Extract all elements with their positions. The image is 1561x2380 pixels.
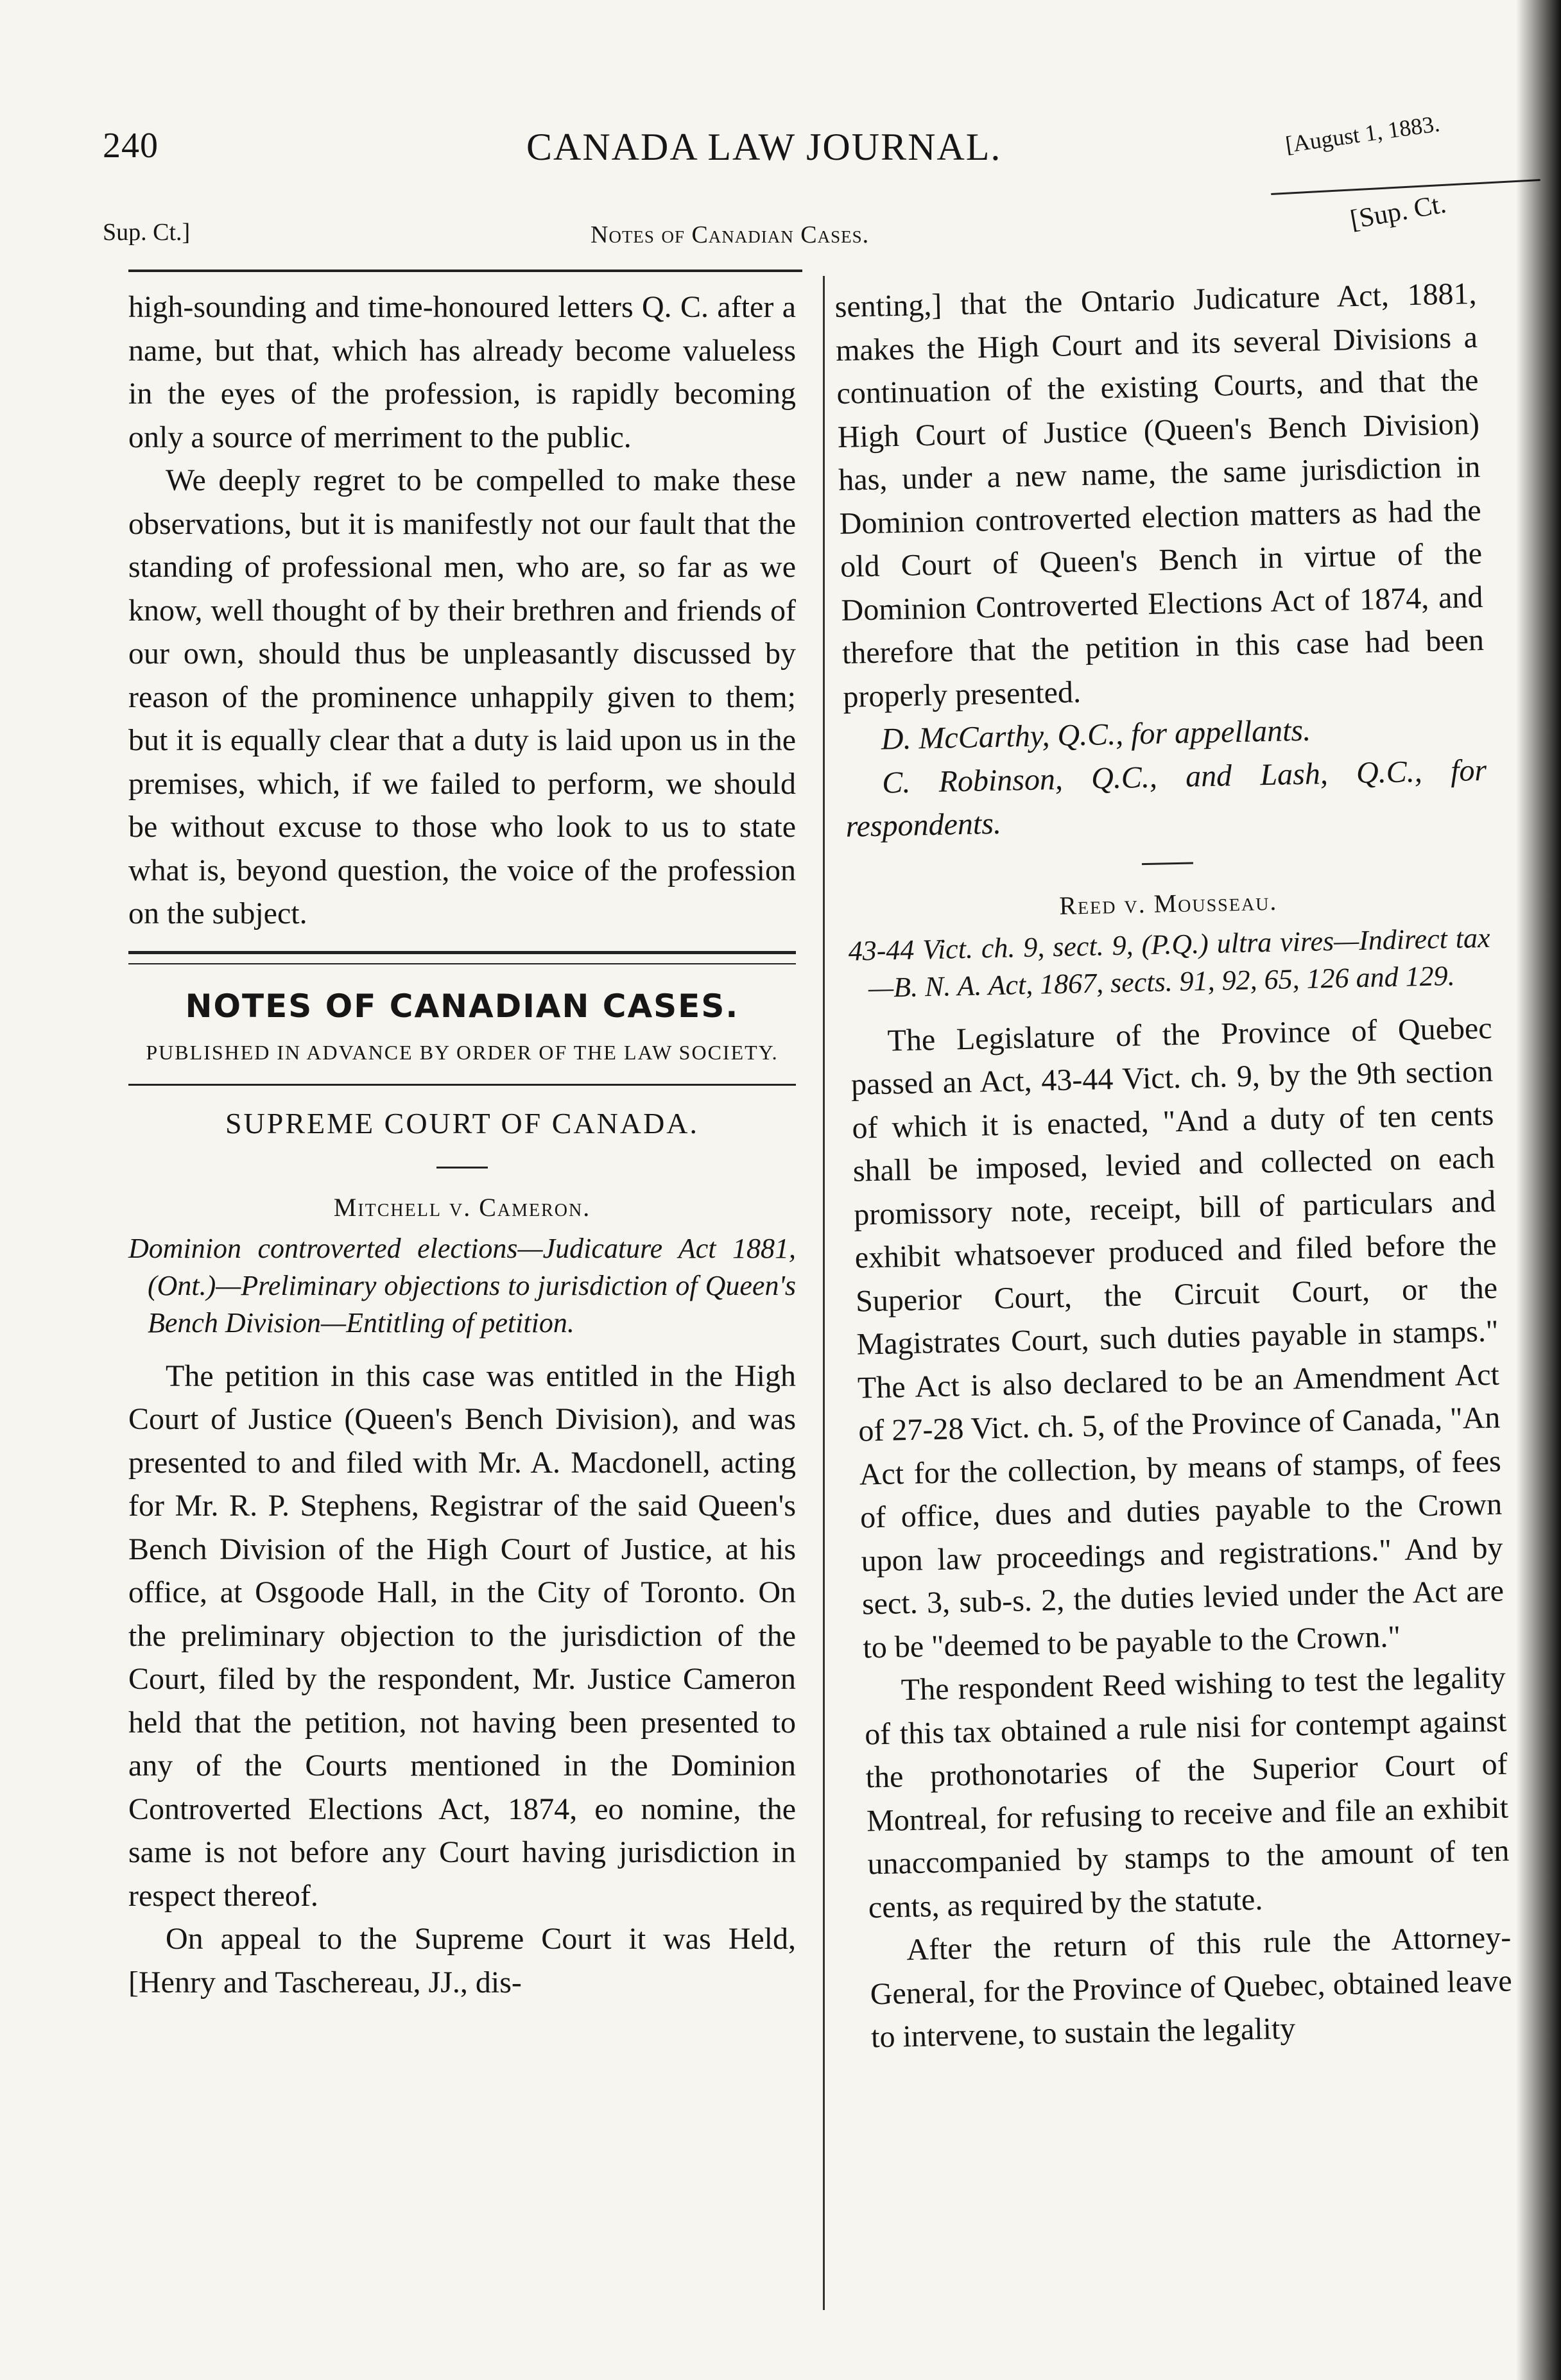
case-title-mitchell: Mitchell v. Cameron.	[333, 1192, 591, 1222]
column-divider	[823, 276, 825, 2310]
court-title: SUPREME COURT OF CANADA.	[225, 1106, 700, 1140]
journal-title: CANADA LAW JOURNAL.	[526, 126, 1002, 168]
right-paragraph-2: The Legislature of the Province of Quebec passed an Act, 43-44 Vict. ch. 9, by the 9th section of which it is enacted, "And a duty of ten cents shall be imposed, levied and collected on each promissory note, receipt, bill of particulars and exhibit whatsoever produced and filed before the Superior Court, the Circuit Court, or the Magistrates Court, such duties payable in stamps." The Act is also declared to be an Amendment Act of 27-28 Vict. ch. 5, of the Province of Canada, "An Act for the collection, by means of stamps, of fees of office, dues and duties payable to the Crown upon law proceedings and registrations." And by sect. 3, sub-s. 2, the duties levied under the Act are to be "deemed to be payable to the Crown."	[850, 1011, 1505, 1665]
running-head	[103, 110, 1496, 196]
page-number: 240	[103, 126, 159, 166]
right-paragraph-1: senting,] that the Ontario Judicature Act, 1881, makes the High Court and its several Divisions a continuation of the existing Courts, and that the High Court of Justice (Queen's Bench Division) has, under a new name, the same jurisdiction in Dominion controverted election matters as had the old Court of Queen's Bench in virtue of the Dominion Controverted Elections Act of 1874, and therefore that the petition in this case had been properly presented.	[834, 277, 1485, 714]
counsel-respondents: C. Robinson, Q.C., and Lash, Q.C., for respondents.	[845, 753, 1487, 844]
left-paragraph-1: high-sounding and time-honoured letters Q. C. after a name, but that, which has already become valueless in the eyes of the profession, is rapidly becoming only a source of merriment to the public.	[128, 290, 796, 454]
short-rule	[436, 1167, 488, 1169]
right-column	[834, 272, 1514, 2059]
section-rule	[128, 1084, 796, 1086]
court-label-left: Sup. Ct.]	[103, 219, 191, 246]
left-paragraph-2: We deeply regret to be compelled to make these observations, but it is manifestly not our fault that the standing of professional men, who are, so far as we know, well thought of by their brethren and friends of our own, should thus be unpleasantly discussed by reason of the prominence unhappily given to them; but it is equally clear that a duty is laid upon us in the premises, which, if we failed to perform, we should be without excuse to those who look to us to state what is, beyond question, the voice of the profession on the subject.	[128, 463, 796, 930]
short-rule-right	[1142, 862, 1193, 865]
left-paragraph-3: The petition in this case was entitled in the High Court of Justice (Queen's Bench Division), and was presented to and filed with Mr. A. Macdonell, acting for Mr. R. P. Stephens, Registrar of the said Queen's Bench Division of the High Court of Justice, at his office, at Osgoode Hall, in the City of Toronto. On the preliminary objection to the jurisdiction of the Court, filed by the respondent, Mr. Justice Cameron held that the petition, not having been presented to any of the Courts mentioned in the Dominion Controverted Elections Act, 1874, eo nomine, the same is not before any Court having jurisdiction in respect thereof.	[128, 1358, 796, 1913]
top-rule	[128, 270, 802, 272]
case-title-reed: Reed v. Mousseau.	[1058, 886, 1278, 920]
headnote-reed: 43-44 Vict. ch. 9, sect. 9, (P.Q.) ultra vires—Indirect tax—B. N. A. Act, 1867, sects. 91, 92, 65, 126 and 129.	[848, 921, 1491, 1004]
header-rule	[1271, 179, 1540, 195]
headnote-mitchell: Dominion controverted elections—Judicature Act 1881, (Ont.)—Preliminary objections to jurisdiction of Queen's Bench Division—Entitling of petition.	[128, 1232, 796, 1339]
counsel-appellants: D. McCarthy, Q.C., for appellants.	[881, 713, 1311, 757]
section-subhead	[103, 189, 1496, 270]
right-paragraph-3: The respondent Reed wishing to test the legality of this tax obtained a rule nisi for contempt against the prothonotaries of the Superior Court of Montreal, for refusing to receive and file an exhibit unaccompanied by stamps to the amount of ten cents, as required by the statute.	[864, 1660, 1510, 1924]
right-paragraph-4: After the return of this rule the Attorney-General, for the Province of Quebec, obtained leave to intervene, to sustain the legality	[870, 1920, 1513, 2055]
left-paragraph-4: On appeal to the Supreme Court it was Held, [Henry and Taschereau, JJ., dis-	[128, 1922, 796, 1999]
published-note: PUBLISHED IN ADVANCE BY ORDER OF THE LAW SOCIETY.	[146, 1040, 779, 1064]
notes-section-title: NOTES OF CANADIAN CASES.	[185, 987, 739, 1025]
page-edge-shadow	[1516, 0, 1561, 2380]
issue-date: [August 1, 1883.	[1284, 110, 1442, 158]
section-heading: Notes of Canadian Cases.	[591, 221, 870, 248]
double-rule-divider	[128, 951, 796, 964]
left-column	[128, 286, 796, 2004]
court-label-right: [Sup. Ct.	[1348, 189, 1449, 235]
